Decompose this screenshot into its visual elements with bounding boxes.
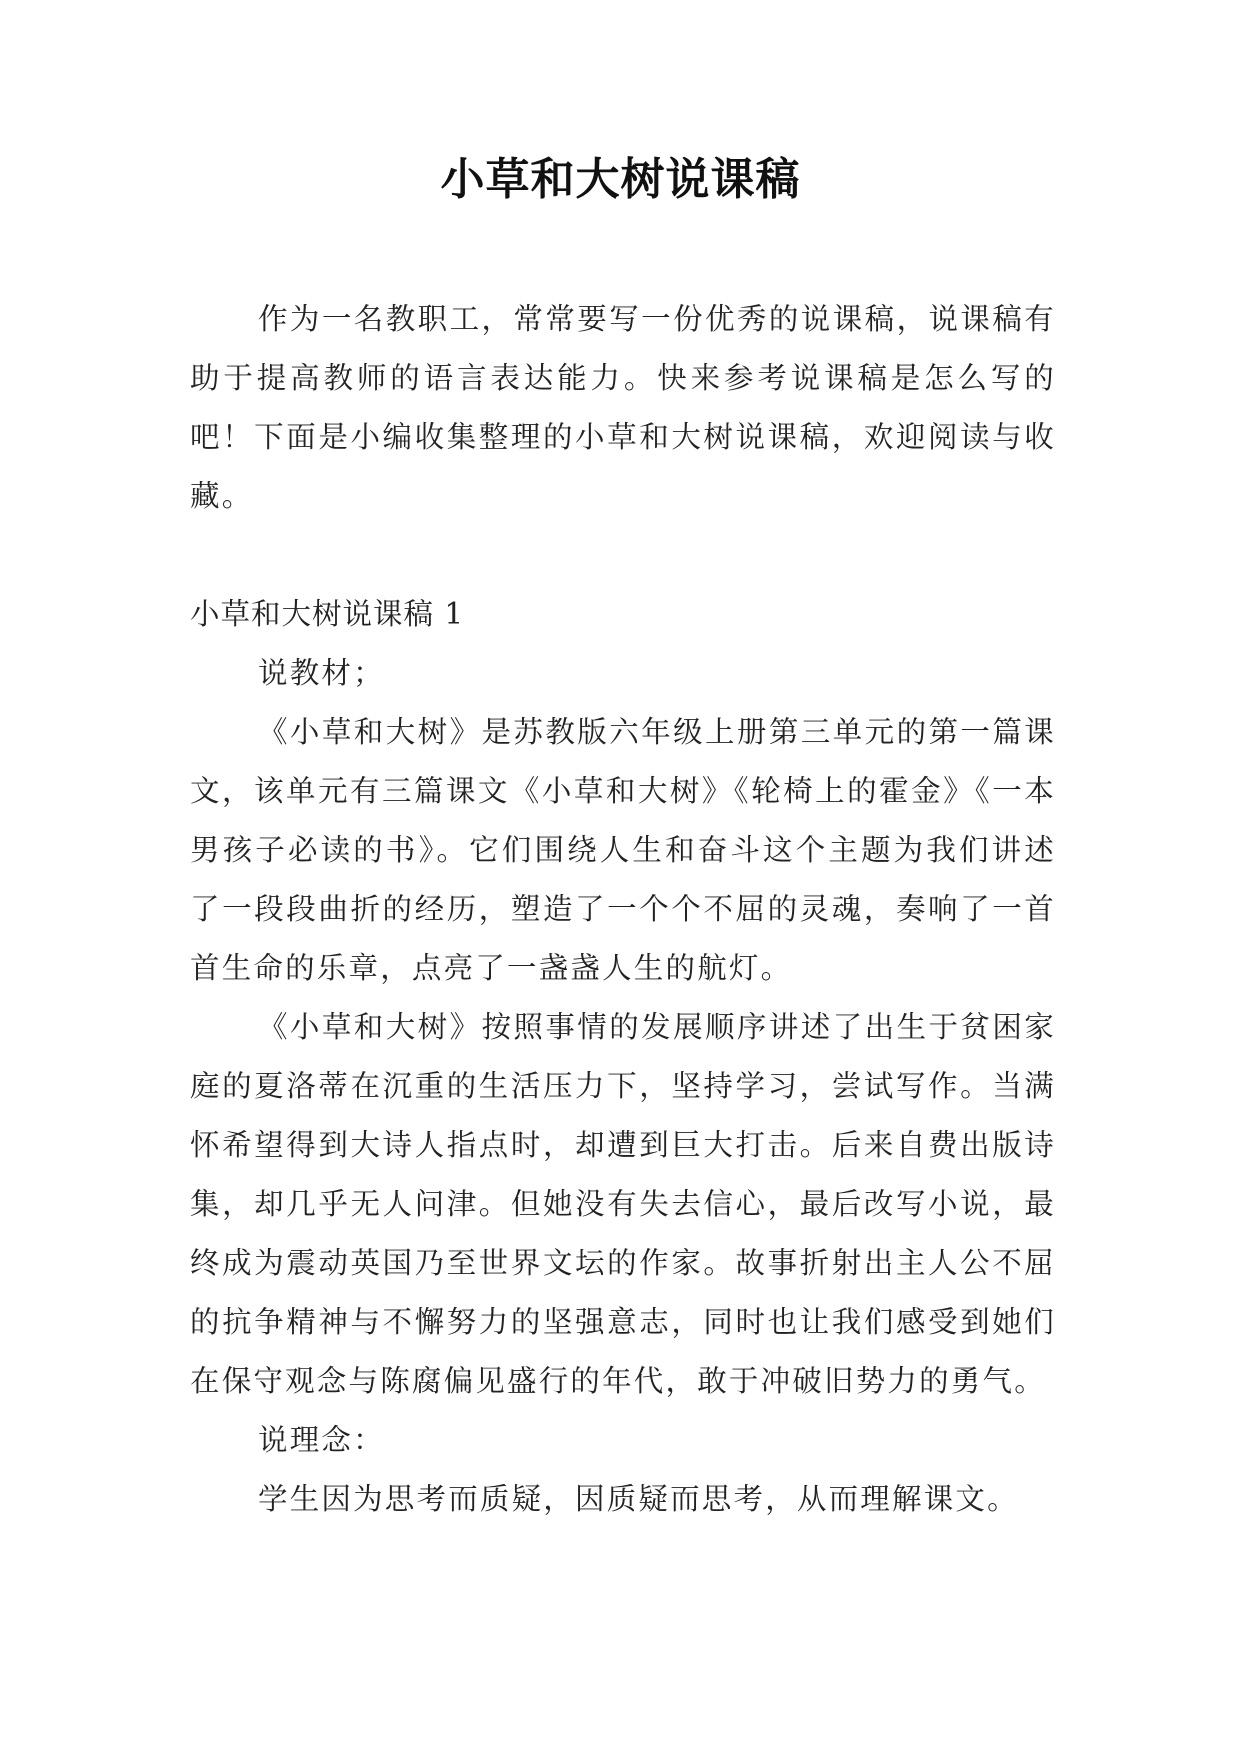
document-body [190, 290, 1056, 1529]
subheading-material: 说教材； [258, 656, 385, 690]
concept-paragraph-1: 学生因为思考而质疑，因质疑而思考，从而理解课文。 [258, 1482, 1019, 1516]
intro-paragraph: 作为一名教职工，常常要写一份优秀的说课稿，说课稿有助于提高教师的语言表达能力。快来参考说课稿是怎么写的吧！下面是小编收集整理的小草和大树说课稿，欢迎阅读与收藏。 [190, 302, 1056, 513]
section-heading: 小草和大树说课稿 1 [190, 597, 465, 631]
material-paragraph-2: 《小草和大树》按照事情的发展顺序讲述了出生于贫困家庭的夏洛蒂在沉重的生活压力下，坚持学习，尝试写作。当满怀希望得到大诗人指点时，却遭到巨大打击。后来自费出版诗集，却几乎无人问津。但她没有失去信心，最后改写小说，最终成为震动英国乃至世界文坛的作家。故事折射出主人公不屈的抗争精神与不懈努力的坚强意志，同时也让我们感受到她们在保守观念与陈腐偏见盛行的年代，敢于冲破旧势力的勇气。 [190, 1010, 1056, 1398]
paragraph-spacer [190, 526, 1056, 585]
document-title: 小草和大树说课稿 [440, 154, 801, 205]
subheading-concept: 说理念： [258, 1423, 385, 1457]
material-paragraph-1: 《小草和大树》是苏教版六年级上册第三单元的第一篇课文，该单元有三篇课文《小草和大树》《轮椅上的霍金》《一本男孩子必读的书》。它们围绕人生和奋斗这个主题为我们讲述了一段段曲折的经历，塑造了一个个不屈的灵魂，奏响了一首首生命的乐章，点亮了一盏盏人生的航灯。 [190, 715, 1056, 985]
